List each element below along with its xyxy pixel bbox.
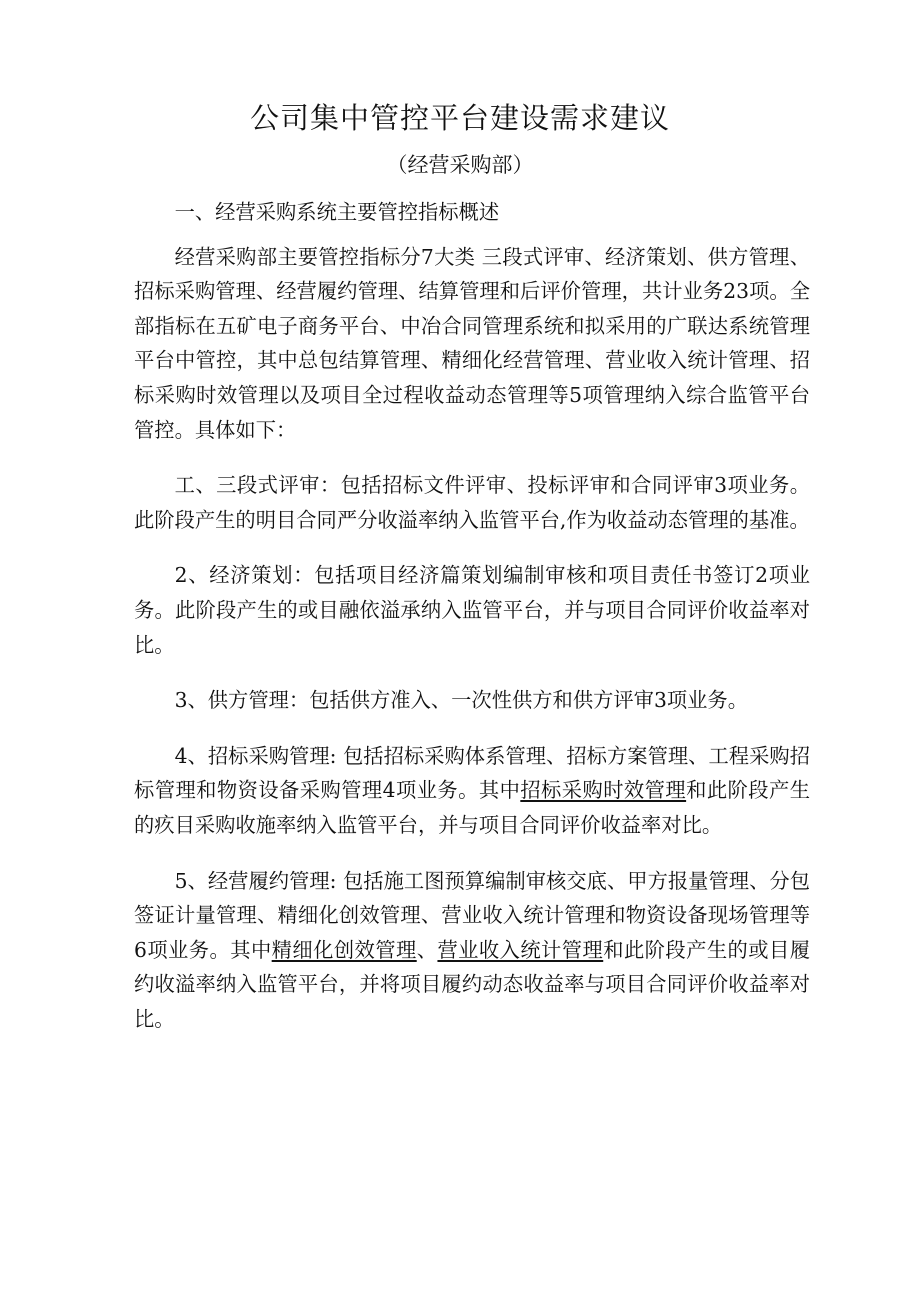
item-1-paragraph: 工、三段式评审：包括招标文件评审、投标评审和合同评审3项业务。此阶段产生的明目合同严分收溢率纳入监管平台,作为收益动态管理的基准。 [134, 473, 810, 532]
item-5-separator: 、 [416, 937, 438, 962]
item-4-text-start: 4、招标采购管理: 包括招标采购体系管理、招标方案管理、工程采购招标管理和物资设备采购管理4项业务。其中 [134, 743, 810, 803]
document-title: 公司集中管控平台建设需求建议 [249, 101, 670, 135]
item-5-text-end: 和此阶段产生的或目履约收溢率纳入监管平台，并将项目履约动态收益率与项目合同评价收益率对比。 [134, 937, 810, 1031]
item-4-paragraph [134, 739, 810, 843]
section-heading: 一、经营采购系统主要管控指标概述 [174, 200, 500, 224]
document-subtitle: （经营采购部） [386, 153, 534, 177]
document-body [134, 195, 810, 1057]
item-3-paragraph: 3、供方管理：包括供方准入、一次性供方和供方评审3项业务。 [174, 688, 748, 713]
item-4-text-end: 和此阶段产生的疚目采购收施率纳入监管平台，并与项目合同评价收益率对比。 [134, 778, 810, 837]
item-2-paragraph: 2、经济策划：包括项目经济篇策划编制审核和项目责任书签订2项业务。此阶段产生的或目融依溢承纳入监管平台，并与项目合同评价收益率对比。 [134, 563, 810, 657]
item-5-underlined-term-2: 营业收入统计管理 [437, 937, 604, 962]
item-5-underlined-term-1: 精细化创效管理 [271, 937, 417, 962]
item-5-paragraph [134, 864, 810, 1037]
item-5-text-start: 5、经营履约管理: 包括施工图预算编制审核交底、甲方报量管理、分包签证计量管理、精细化创效管理、营业收入统计管理和物资设备现场管理等6项业务。其中 [134, 868, 810, 962]
intro-paragraph: 经营采购部主要管控指标分7大类 三段式评审、经济策划、供方管理、招标采购管理、经营履约管理、结算管理和后评价管理，共计业务23项。全部指标在五矿电子商务平台、中冶合同管理系统和拟采用的广联达系统管理平台中管控，其中总包结算管理、精细化经营管理、营业收入统计管理、招标采购时效管理以及项目全过程收益动态管理等5项管理纳入综合监管平台管控。具体如下： [134, 244, 810, 442]
item-4-underlined-term: 招标采购时效管理 [520, 778, 687, 803]
